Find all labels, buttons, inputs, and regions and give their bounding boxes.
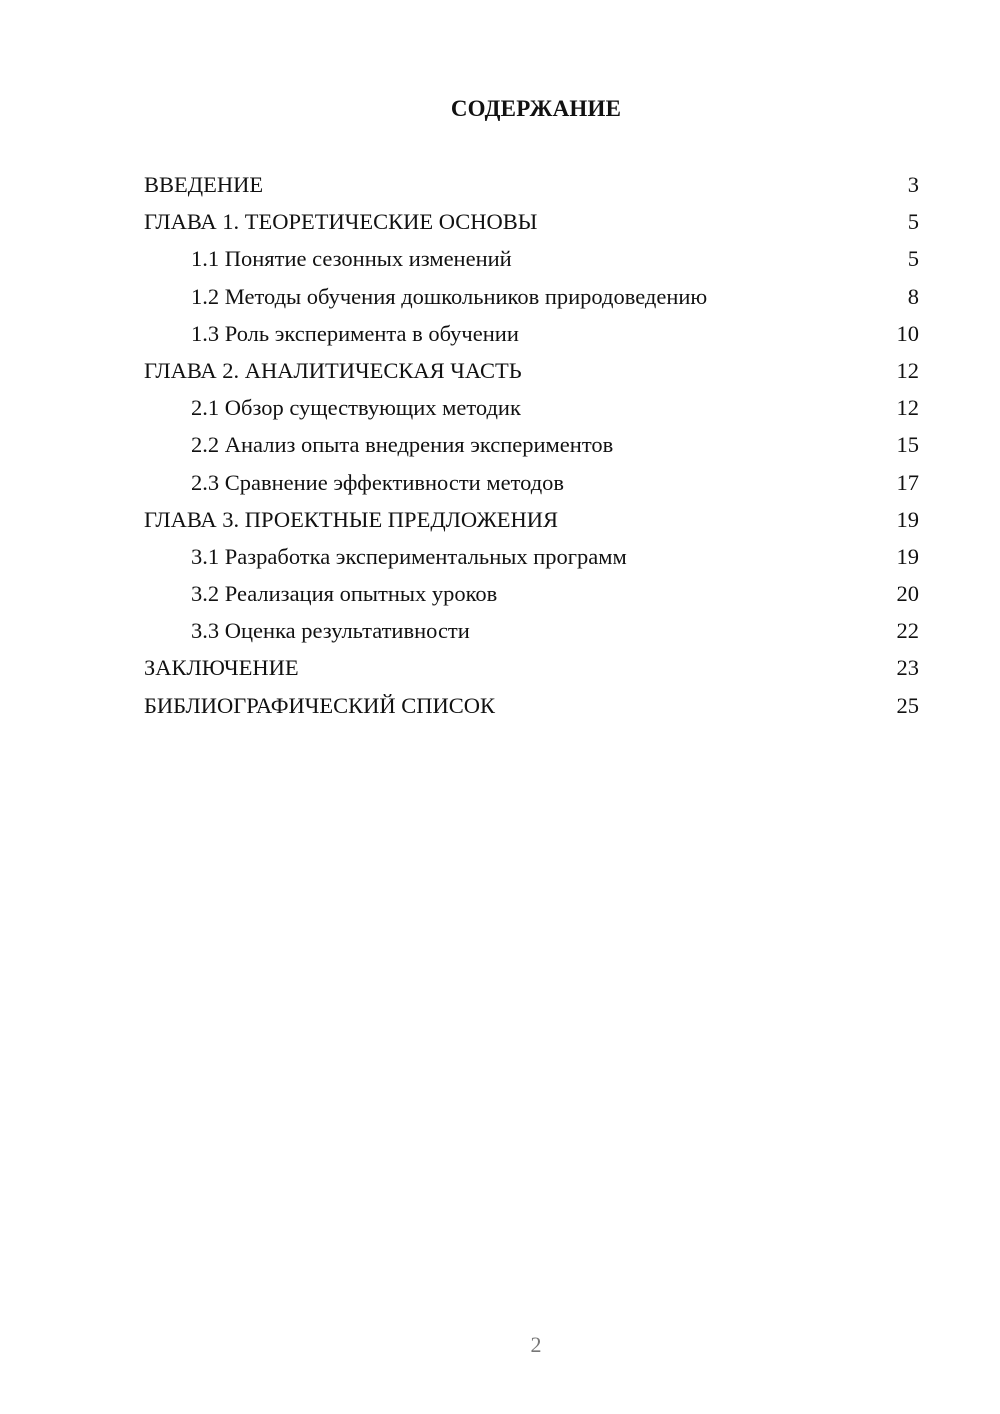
toc-entry-section-2-1[interactable] <box>144 389 919 426</box>
toc-entry-page-number: 20 <box>896 581 919 607</box>
toc-entry-label: 1.1 Понятие сезонных изменений <box>191 246 512 272</box>
toc-entry-label: 3.3 Оценка результативности <box>191 618 470 644</box>
toc-entry-label: 3.1 Разработка экспериментальных программ <box>191 543 627 569</box>
toc-entry-page-number: 10 <box>896 320 919 346</box>
toc-entry-page-number: 3 <box>907 172 919 197</box>
toc-entry-page-number: 5 <box>907 209 919 235</box>
toc-entry-label: ЗАКЛЮЧЕНИЕ <box>144 655 299 681</box>
toc-entry-label: ГЛАВА 3. ПРОЕКТНЫЕ ПРЕДЛОЖЕНИЯ <box>144 506 559 532</box>
toc-entry-label: ВВЕДЕНИЕ <box>144 172 264 197</box>
toc-entry-bibliography[interactable] <box>144 687 919 724</box>
toc-entry-label: 2.1 Обзор существующих методик <box>191 395 521 421</box>
toc-entry-page-number: 15 <box>896 432 919 458</box>
toc-entry-page-number: 25 <box>896 692 919 718</box>
toc-entry-section-3-2[interactable] <box>144 575 919 612</box>
toc-entry-section-3-1[interactable] <box>144 538 919 575</box>
toc-entry-label: 2.2 Анализ опыта внедрения экспериментов <box>191 432 614 458</box>
toc-entry-label: 2.3 Сравнение эффективности методов <box>191 469 565 495</box>
toc-entry-page-number: 22 <box>896 618 919 644</box>
toc-entry-section-1-1[interactable] <box>144 240 919 277</box>
toc-entry-label: 1.2 Методы обучения дошкольников природоведению <box>191 283 708 309</box>
toc-entry-section-1-2[interactable] <box>144 278 919 315</box>
page-title: СОДЕРЖАНИЕ <box>450 96 622 121</box>
toc-entry-label: 3.2 Реализация опытных уроков <box>191 581 498 607</box>
toc-entry-label: 1.3 Роль эксперимента в обучении <box>191 320 519 346</box>
toc-entry-introduction[interactable] <box>144 166 919 203</box>
toc-entry-page-number: 12 <box>896 357 919 383</box>
toc-entry-page-number: 8 <box>907 283 919 309</box>
toc-entry-section-3-3[interactable] <box>144 612 919 649</box>
toc-entry-page-number: 12 <box>896 395 919 421</box>
toc-entry-chapter-1[interactable] <box>144 203 919 240</box>
toc-entry-conclusion[interactable] <box>144 649 919 686</box>
toc-entry-page-number: 23 <box>896 655 919 681</box>
toc-entry-label: ГЛАВА 2. АНАЛИТИЧЕСКАЯ ЧАСТЬ <box>144 357 522 383</box>
toc-entry-label: ГЛАВА 1. ТЕОРЕТИЧЕСКИЕ ОСНОВЫ <box>144 209 538 235</box>
page-number: 2 <box>530 1332 542 1357</box>
toc-entry-page-number: 5 <box>907 246 919 272</box>
toc-entry-page-number: 19 <box>896 543 919 569</box>
toc-entry-label: БИБЛИОГРАФИЧЕСКИЙ СПИСОК <box>144 692 496 718</box>
toc-entry-chapter-3[interactable] <box>144 501 919 538</box>
toc-entry-section-1-3[interactable] <box>144 315 919 352</box>
toc-entry-section-2-3[interactable] <box>144 464 919 501</box>
toc-entry-page-number: 19 <box>896 506 919 532</box>
toc-entry-page-number: 17 <box>896 469 919 495</box>
toc-entry-section-2-2[interactable] <box>144 426 919 463</box>
toc-entry-chapter-2[interactable] <box>144 352 919 389</box>
table-of-contents <box>144 166 919 724</box>
